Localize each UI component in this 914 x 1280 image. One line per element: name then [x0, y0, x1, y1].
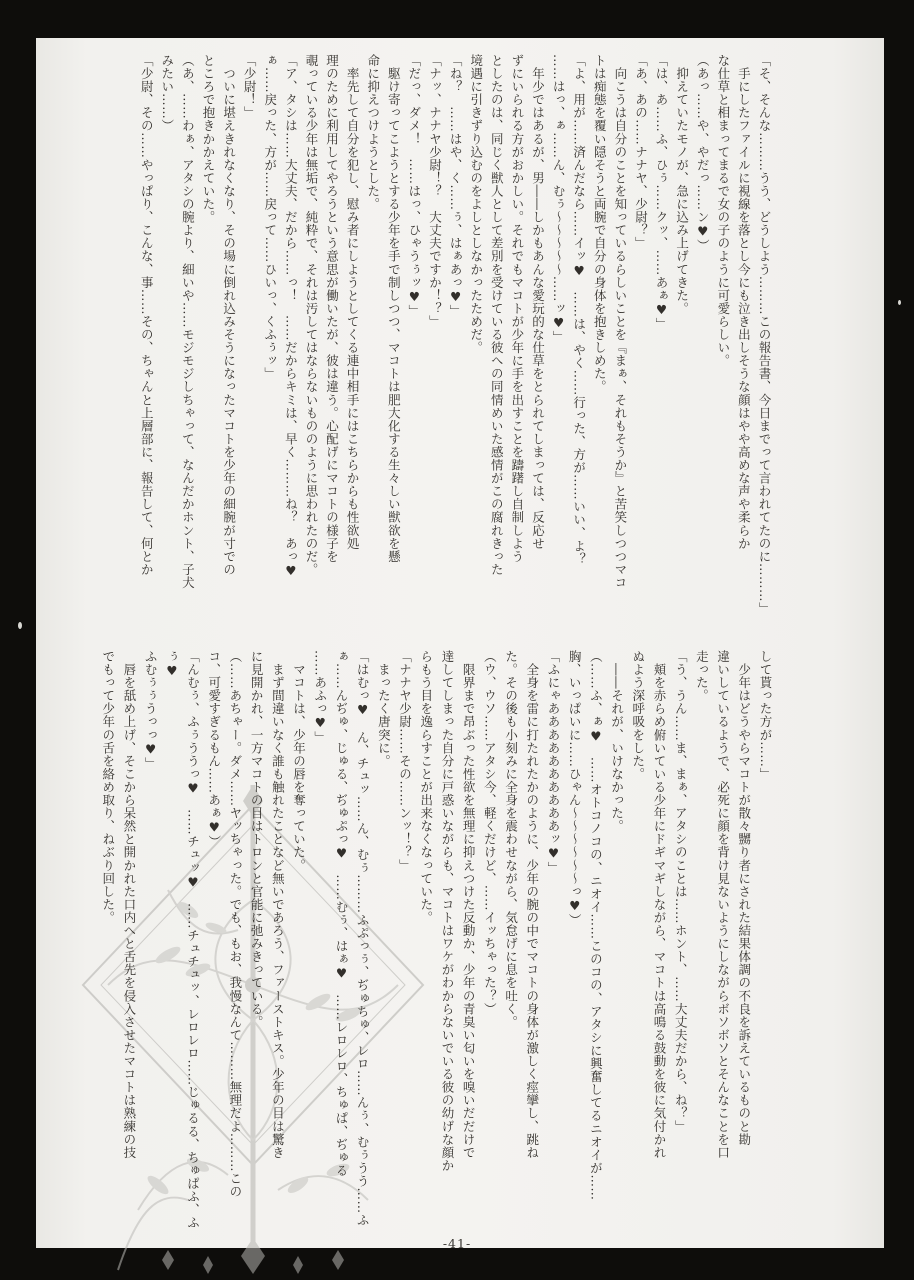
text-column: 達してしまった自分に戸惑いながらも、マコトはワケがわからないでいる彼の幼げな顔か: [439, 650, 455, 1172]
scan-speck: [18, 622, 22, 629]
scan-speck: [898, 300, 901, 305]
text-column: 「だっ、ダメ！ ……はっ、ひゃうぅッ♥」: [406, 54, 422, 318]
text-column: 少年はどうやらマコトが散々嬲り者にされた結果体調の不良を訴えているものと勘: [736, 650, 752, 1146]
text-column: ぁ……戻った、方が……戻って……ひいっ、くふぅッ」: [262, 54, 278, 381]
text-column: 「ア、タシは……大丈夫、だから……っ！ ……だからキミは、早く………ね？ あっ♥: [283, 54, 299, 579]
text-column: 「は、あ……ふ、ひぅ……クッ、……あぁ♥」: [654, 54, 670, 331]
text-column: 「ナッ、ナナヤ少尉！？ 大丈夫ですか！？」: [427, 54, 443, 329]
text-column: （……ふ、ぁ♥ ……オトコノコの、ニオイ……このコの、アタシに興奮してるニオイが……: [588, 650, 604, 1201]
text-column: ぬよう深呼吸をした。: [630, 650, 646, 781]
text-column: 全身を雷に打たれたかのように、少年の腕の中でマコトの身体が激しく痙攣し、跳ね: [524, 650, 540, 1159]
text-column: トは痴態を覆い隠そうと両腕で自分の身体を抱きしめた。: [592, 54, 608, 394]
text-column: ところで抱きかかえていた。: [200, 54, 216, 224]
text-column: 「はむっ♥ ん、チュッ……ん、むぅ………ふぷっぅ、ぢゅちゅ、レロ……んぅ、むぅうう……ふ: [355, 650, 371, 1227]
text-column: 「ね？ ……はや、く……ぅ、はぁあっ♥」: [448, 54, 464, 318]
text-column: 抑えていたモノが、急に込み上げてきた。: [674, 54, 690, 315]
text-column: ついに堪えきれなくなり、その場に倒れ込みそうになったマコトを少年の細腕が寸での: [221, 54, 237, 576]
text-column: 走った。: [694, 650, 710, 703]
text-column: 手にしたファイルに視線を落とし今にも泣き出しそうな顔はやや高めな声や柔らか: [736, 54, 752, 550]
text-column: 胸、いっぱいに……ひゃん〜〜〜〜〜〜っ♥）: [567, 650, 583, 927]
text-column: 「う、うん……ま、まぁ、アタシのことは……ホント、……大丈夫だから、ね？」: [673, 650, 689, 1133]
text-column: して貰った方が……」: [758, 650, 773, 781]
text-column: 駆け寄ってこようとする少年を手で制しつつ、マコトは肥大化する生々しい獣欲を懸: [386, 54, 402, 563]
text-column: ぁ……んぢゅ、じゅる、ぢゅぷっ♥ ……むぅ、はぁ♥ ……レロレロ、ちゅぱ、ぢゅる: [333, 650, 349, 1177]
text-column: ふむぅぅうっっ♥」: [143, 650, 159, 770]
text-column: 頬を赤らめ俯いている少年にドギマギしながら、マコトは高鳴る鼓動を彼に気付かれ: [651, 650, 667, 1159]
text-column: 「少尉、その……やっぱり、こんな、事……その、ちゃんと上層部に、報告して、何とか: [139, 54, 155, 576]
text-column: 「んむぅ、ふぅううっ♥ ……チュッ♥ ……チュチュッ、レロレロ……じゅるる、ちゅぱふ、ふぅ♥: [164, 650, 201, 1230]
text-column: 覗っている少年は無垢で、純粋で、それは汚してはならないもののように思われたのだ。: [303, 54, 319, 576]
top-text-block: [136, 54, 774, 630]
text-column: ずにいられる方がおかしい。それでもマコトが少年に手を出すことを躊躇し自制しよう: [509, 54, 525, 563]
text-column: （あ、……わぁ、アタシの腕より、細いや……モジモジしちゃって、なんだかホント、子犬: [180, 54, 196, 590]
text-column: 年少ではあるが、男――しかもあんな愛玩的な仕草をとられてしまっては、反応せ: [530, 54, 546, 550]
text-column: らもう目を逸らすことが出来なくなっていた。: [418, 650, 434, 925]
text-column: コ、可愛すぎるもん……あぁ♥）: [206, 650, 222, 849]
text-column: 向こうは自分のことを知っているらしいことを『まぁ、それもそうか』と苦笑しつつマコ: [612, 54, 628, 590]
text-column: 「ふにゃああああああああああッ♥」: [545, 650, 561, 875]
text-column: ――それが、いけなかった。: [609, 650, 625, 833]
text-column: 違いしているようで、必死に顔を背け見ないようにしながらボソボソとそんなことを口: [715, 650, 731, 1159]
text-column: みたい……）: [159, 54, 175, 133]
text-column: 「そ、そんな………うう、どうしよう………この報告書、今日までって言われてたのに………」: [757, 54, 772, 616]
text-column: まず間違いなく誰も触れたことなど無いであろう、ファーストキス。少年の目は驚き: [270, 650, 286, 1159]
text-column: 境遇に引きずり込むのをよしとしなかったためだ。: [468, 54, 484, 355]
bottom-text-block: [98, 650, 777, 1236]
text-column: としたのは、同じく獣人として差別を受けている彼への同情めいた感情がこの腐れきった: [489, 54, 505, 576]
text-column: でもって少年の舌を絡め取り、ねぶり回した。: [100, 650, 116, 925]
text-column: ……あふっ♥」: [312, 650, 328, 744]
text-column: 唇を舐め上げ、そこから呆然と開かれた口内へと舌先を侵入させたマコトは熟練の技: [121, 650, 137, 1159]
text-column: 「あ、あの……ナナヤ、少尉？」: [633, 54, 649, 250]
text-column: （……あちゃー。ダメ……ヤッちゃった。でも、もお、我慢なんて………無理だよ………この: [227, 650, 243, 1199]
text-column: た。その後も小刻みに全身を震わせながら、気怠げに息を吐く。: [503, 650, 519, 1029]
text-column: に見開かれ、一方マコトの目はトロンと官能に弛みきっている。: [249, 650, 265, 1029]
text-column: 「よ、用が……済んだなら……イッ♥ ……は、やく……行った、方が……いい、よ？: [571, 54, 587, 566]
text-column: マコトは、少年の唇を奪っていた。: [291, 650, 307, 872]
text-column: 限界まで昂ぶった性欲を無理に抑えつけた反動か、少年の青臭い匂いを嗅いだだけで: [461, 650, 477, 1159]
text-column: 「ナナヤ少尉……その……ンッ！？」: [397, 650, 413, 872]
text-column: （ウ、ウソ……アタシ今、軽くだけど、……イッちゃった？）: [482, 650, 498, 1016]
page-number: -41-: [442, 1236, 472, 1251]
text-column: ……はっ、ぁ……ん、むぅ〜〜〜〜〜……ッ♥」: [551, 54, 567, 344]
text-column: な仕草と相まってまるで女の子のように可愛らしい。: [715, 54, 731, 368]
text-column: 「少尉！」: [242, 54, 258, 120]
text-column: 率先して自分を犯し、慰み者にしようとしてくる連中相手にはこちらからも性欲処: [345, 54, 361, 550]
text-column: 理のために利用してやろうという意思が働いたが、彼は違う。心配げにマコトの様子を: [324, 54, 340, 563]
text-column: 命に抑えつけようとした。: [365, 54, 381, 211]
text-column: まったく唐突に。: [376, 650, 392, 768]
text-column: （あっ……や、やだっ……ン♥）: [695, 54, 711, 253]
